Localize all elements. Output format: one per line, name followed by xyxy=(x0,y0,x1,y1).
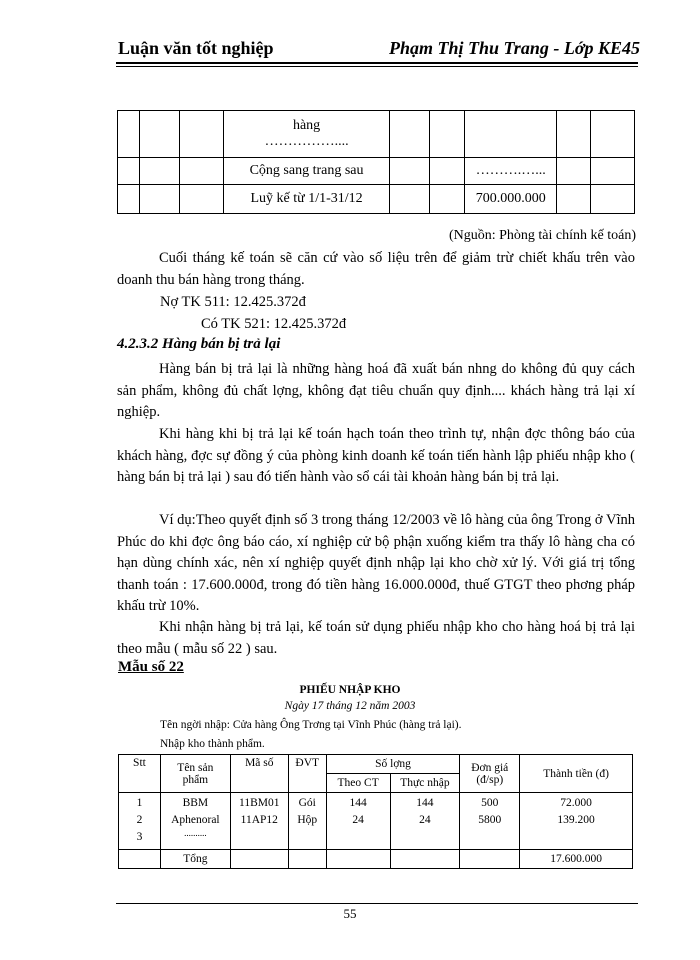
row-description: hàng …………….... xyxy=(223,111,390,158)
row-description: Cộng sang trang sau xyxy=(223,158,390,185)
form-label: Mẫu số 22 xyxy=(118,659,184,675)
table-row: 1 2 3 BBM Aphenoral .......... 11BM01 11AP12 Gói Hộp 144 24 144 24 500 5800 72.000 139.200 xyxy=(119,793,633,850)
table-header-row xyxy=(119,755,633,774)
receipt-table xyxy=(118,754,633,869)
col-qty: Số lợng xyxy=(326,755,460,774)
form-title: PHIẾU NHẬP KHO xyxy=(299,684,401,696)
paragraph: Khi nhận hàng bị trả lại, kế toán sử dụng phiếu nhập kho cho hàng hoá bị trả lại theo mẫu ( mẫu số 22 ) sau. xyxy=(117,619,635,657)
col-code: Mã số xyxy=(230,755,288,793)
header-thesis-title: Luận văn tốt nghiệp xyxy=(118,38,274,58)
page-number: 55 xyxy=(343,906,357,921)
paragraph: Khi hàng khi bị trả lại kế toán hạch toán theo trình tự, nhận đợc thông báo của khách hàng, đợc sự đồng ý của phòng kinh doanh kế toán tiến hành lập phiếu nhập kho ( hàng bán bị trả lại ) sau đó tiến hành vào sổ cái tài khoản hàng bán bị trả lại. xyxy=(117,426,635,485)
paragraph: Hàng bán bị trả lại là những hàng hoá đã xuất bán nhng do không đủ quy cách sản phẩm, không đủ chất lợng, không đạt tiêu chuẩn quy định.... khách hàng trả lại xí nghiệp. xyxy=(117,361,635,420)
header-author: Phạm Thị Thu Trang - Lớp KE45 xyxy=(388,38,640,58)
col-unit: ĐVT xyxy=(288,755,326,793)
col-qty-ct: Theo CT xyxy=(326,774,390,793)
col-total: Thành tiền (đ) xyxy=(520,755,633,793)
paragraph: Cuối tháng kế toán sẽ căn cứ vào số liệu trên để giảm trừ chiết khấu trên vào doanh thu bán hàng trong tháng. xyxy=(117,250,635,288)
header-rule-thin xyxy=(116,66,638,67)
total-label: Tổng xyxy=(160,850,230,869)
footer-rule xyxy=(116,903,638,904)
col-name: Tên sản phẩm xyxy=(160,755,230,793)
total-row xyxy=(119,850,633,869)
table-row xyxy=(118,111,635,158)
section-heading: 4.2.3.2 Hàng bán bị trả lại xyxy=(117,336,281,352)
debit-entry: Nợ TK 511: 12.425.372đ xyxy=(160,294,306,310)
source-note: (Nguồn: Phòng tài chính kế toán) xyxy=(448,228,636,243)
table-row xyxy=(118,158,635,185)
paragraph: Ví dụ:Theo quyết định số 3 trong tháng 12/2003 về lô hàng của ông Trong ở Vĩnh Phúc do khi đợc ông báo cáo, xí nghiệp cử bộ phận xuống kiểm tra thấy lô hàng cha có hạn dùng chính xác, nên xí nghiệp quyết định nhập lại kho chờ xử lý. Với giá trị tổng thanh toán : 17.600.000đ, trong đó tiền hàng 16.000.000đ, thuế GTGT theo phơng pháp khấu trừ 10%. xyxy=(117,512,635,614)
ledger-table xyxy=(117,110,635,214)
row-amount: ……….…... xyxy=(465,158,557,185)
total-value: 17.600.000 xyxy=(520,850,633,869)
col-price: Đơn giá (đ/sp) xyxy=(460,755,520,793)
table-row xyxy=(118,185,635,214)
form-date: Ngày 17 tháng 12 năm 2003 xyxy=(284,700,416,712)
col-qty-real: Thực nhập xyxy=(390,774,460,793)
row-amount: 700.000.000 xyxy=(465,185,557,214)
row-description: Luỹ kế từ 1/1-31/12 xyxy=(223,185,390,214)
form-receiver: Tên ngời nhập: Cửa hàng Ông Trơng tại Vĩnh Phúc (hàng trả lại). xyxy=(160,719,462,731)
col-stt: Stt xyxy=(119,755,161,793)
header-rule xyxy=(116,62,638,64)
form-warehouse: Nhập kho thành phẩm. xyxy=(160,738,265,750)
credit-entry: Có TK 521: 12.425.372đ xyxy=(201,316,347,332)
